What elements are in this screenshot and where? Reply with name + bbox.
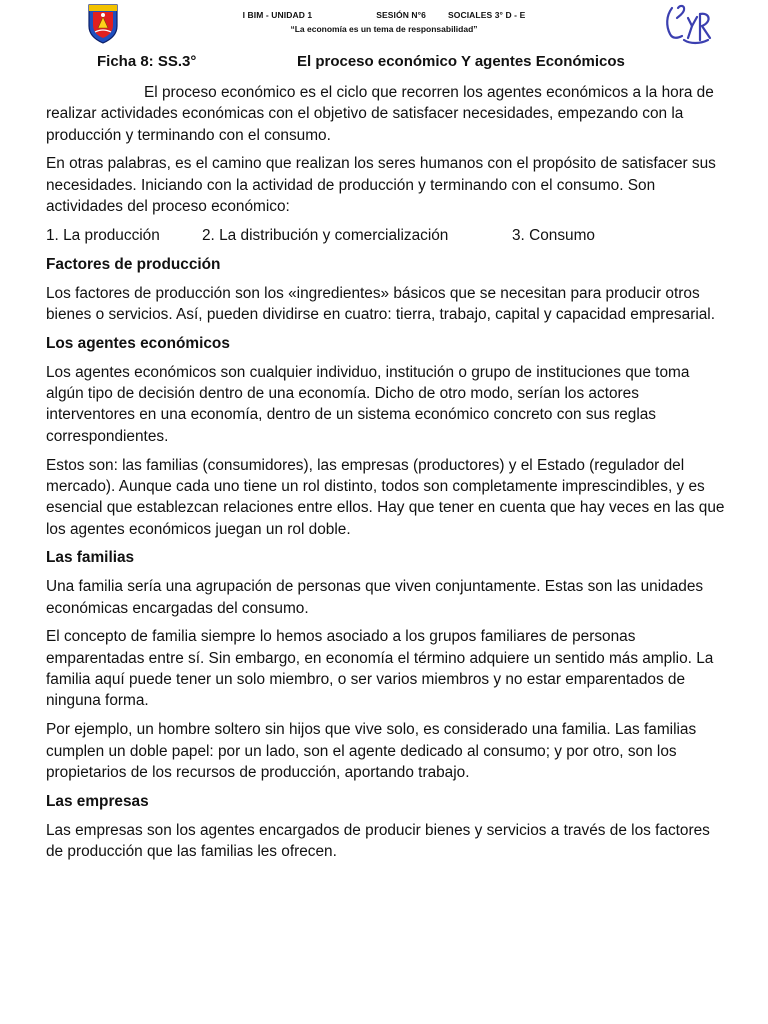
section-heading-familias: Las familias <box>46 549 135 567</box>
title-row <box>0 53 768 73</box>
agentes-paragraph-1: Los agentes económicos son cualquier individuo, institución o grupo de instituciones que toma algún tipo de decisión dentro de una economía. Dicho de otro modo, serían los actores interventores en una economía, dentro de un sistema económico concreto con sus reglas correspondientes. <box>46 363 690 445</box>
agentes-paragraph-2: Estos son: las familias (consumidores), las empresas (productores) y el Estado (regulador del mercado). Aunque cada uno tiene un rol distinto, todos son completamente imprescindibles, y es esencial que establezcan relaciones entre ellos. Hay que tener en cuenta que hay veces en las que los agentes económicos juegan un rol doble. <box>46 456 725 538</box>
section-heading-agentes: Los agentes económicos <box>46 334 230 352</box>
ficha-label: Ficha 8: SS.3° <box>97 53 197 70</box>
process-stages-list <box>46 225 726 246</box>
header-session: SESIÓN N°6 <box>376 10 426 20</box>
school-crest-icon <box>86 2 120 44</box>
section-heading-empresas: Las empresas <box>46 792 149 810</box>
familias-paragraph-1: Una familia sería una agrupación de personas que viven conjuntamente. Estas son las unidades económicas encargadas del consumo. <box>46 578 704 617</box>
header-course: SOCIALES 3° D - E <box>447 10 526 20</box>
familias-paragraph-2: El concepto de familia siempre lo hemos asociado a los grupos familiares de personas emparentadas entre sí. Sin embargo, en economía el término adquiere un sentido más amplio. La familia aquí puede tener un solo miembro, o ser varios miembros y no estar emparentados de ninguna forma. <box>46 628 714 710</box>
lyr-logo-icon <box>660 2 716 48</box>
intro-paragraph-1: El proceso económico es el ciclo que recorren los agentes económicos a la hora de realizar actividades económicas con el objetivo de satisfacer necesidades, empezando con la producción y terminando con el consumo. <box>46 84 714 144</box>
section-heading-factores: Factores de producción <box>46 255 221 273</box>
intro-paragraph-2: En otras palabras, es el camino que realizan los seres humanos con el propósito de satisfacer sus necesidades. Iniciando con la actividad de producción y terminando con el consumo. Son actividades del proceso económico: <box>46 155 716 216</box>
stage-item: 1. La producción <box>46 226 160 244</box>
header-unit: I BIM - UNIDAD 1 <box>242 10 313 20</box>
stage-item: 3. Consumo <box>512 226 595 244</box>
factores-paragraph: Los factores de producción son los «ingredientes» básicos que se necesitan para producir otros bienes o servicios. Así, pueden dividirse en cuatro: tierra, trabajo, capital y capacidad empresarial. <box>46 284 715 324</box>
empresas-paragraph: Las empresas son los agentes encargados de producir bienes y servicios a través de los factores de producción que las familias les ofrecen. <box>46 821 710 860</box>
familias-paragraph-3: Por ejemplo, un hombre soltero sin hijos que vive solo, es considerado una familia. Las familias cumplen un doble papel: por un lado, son el agente dedicado al consumo; y por otro, son los propietarios de los recursos de producción, aportando trabajo. <box>46 721 697 781</box>
header-info <box>0 10 768 20</box>
stage-item: 2. La distribución y comercialización <box>202 226 449 244</box>
header-motto: “La economía es un tema de responsabilidad” <box>290 24 478 34</box>
document-body <box>46 82 726 870</box>
page-title: El proceso económico Y agentes Económicos <box>297 53 625 70</box>
